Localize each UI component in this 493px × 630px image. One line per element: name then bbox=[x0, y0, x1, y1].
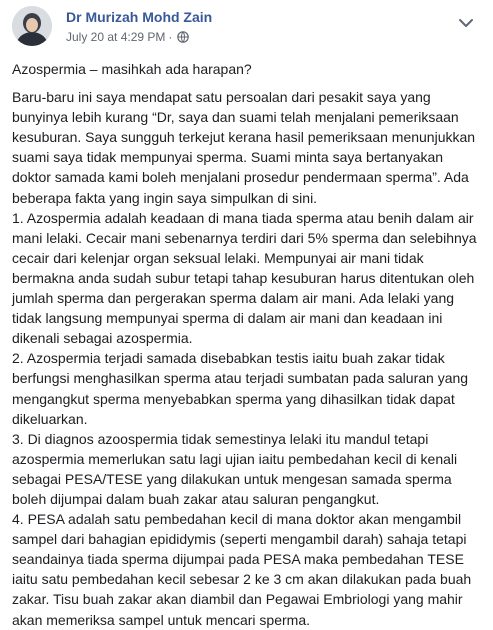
post-header bbox=[12, 6, 493, 50]
avatar-image bbox=[12, 6, 52, 46]
chevron-down-icon[interactable] bbox=[457, 16, 475, 28]
post-title: Azospermia – masihkah ada harapan? bbox=[12, 61, 252, 77]
post-paragraph-intro: Baru-baru ini saya mendapat satu persoalan dari pesakit saya yang bunyinya lebih kurang “Dr, saya dan suami telah menjalani pemeriksaan kesuburan. Saya sungguh terkejut kerana hasil pemeriksaan menunjukkan suami saya tidak mempunyai sperma. Suami minta saya bertanyakan doktor samada kami boleh menjalani prosedur pendermaan sperma”. Ada beberapa fakta yang ingin saya simpulkan di sini. bbox=[12, 89, 479, 206]
globe-icon[interactable] bbox=[177, 31, 189, 43]
meta-separator: · bbox=[168, 30, 173, 44]
post-timestamp[interactable]: July 20 at 4:29 PM bbox=[66, 30, 166, 44]
post-paragraph-point-4: 4. PESA adalah satu pembedahan kecil di mana doktor akan mengambil sampel dari bahagian epididymis (seperti mengambil darah) sahaja tetapi seandainya tiada sperma dijumpai pada PESA maka pembedahan TESE iaitu satu pembedahan kecil sebesar 2 ke 3 cm akan dilakukan pada buah zakar. Tisu buah zakar akan diambil dan Pegawai Embriologi yang mahir akan memeriksa sampel untuk mencari sperma. bbox=[12, 511, 476, 628]
author-name[interactable]: Dr Murizah Mohd Zain bbox=[66, 9, 213, 25]
post-paragraph-point-2: 2. Azospermia terjadi samada disebabkan testis iaitu buah zakar tidak berfungsi menghasilkan sperma atau terjadi sumbatan pada saluran yang mengangkut sperma menyebabkan sperma yang dihasilkan tidak dapat dikeluarkan. bbox=[12, 350, 472, 427]
avatar[interactable] bbox=[12, 6, 52, 46]
post-paragraph-point-3: 3. Di diagnos azoospermia tidak semestinya lelaki itu mandul tetapi azospermia memerlukan satu lagi ujian iaitu pembedahan kecil di kenali sebagai PESA/TESE yang dilakukan untuk mengesan samada sperma boleh dijumpai dalam buah zakar atau saluran pengangkut. bbox=[12, 430, 462, 507]
post-paragraph-point-1: 1. Azospermia adalah keadaan di mana tiada sperma atau benih dalam air mani lelaki. Cecair mani sebenarnya terdiri dari 5% sperma dan selebihnya cecair dari kelenjar organ seksual lelaki. Mempunyai air mani tidak bermakna anda sudah subur tetapi tahap kesuburan harus ditentukan oleh jumlah sperma dan pergerakan sperma dalam air mani. Ada lelaki yang tidak langsung mempunyai sperma di dalam air mani dan keadaan ini dikenali sebagai azospermia. bbox=[12, 209, 481, 347]
post-meta bbox=[66, 30, 189, 44]
post-body bbox=[12, 59, 481, 630]
